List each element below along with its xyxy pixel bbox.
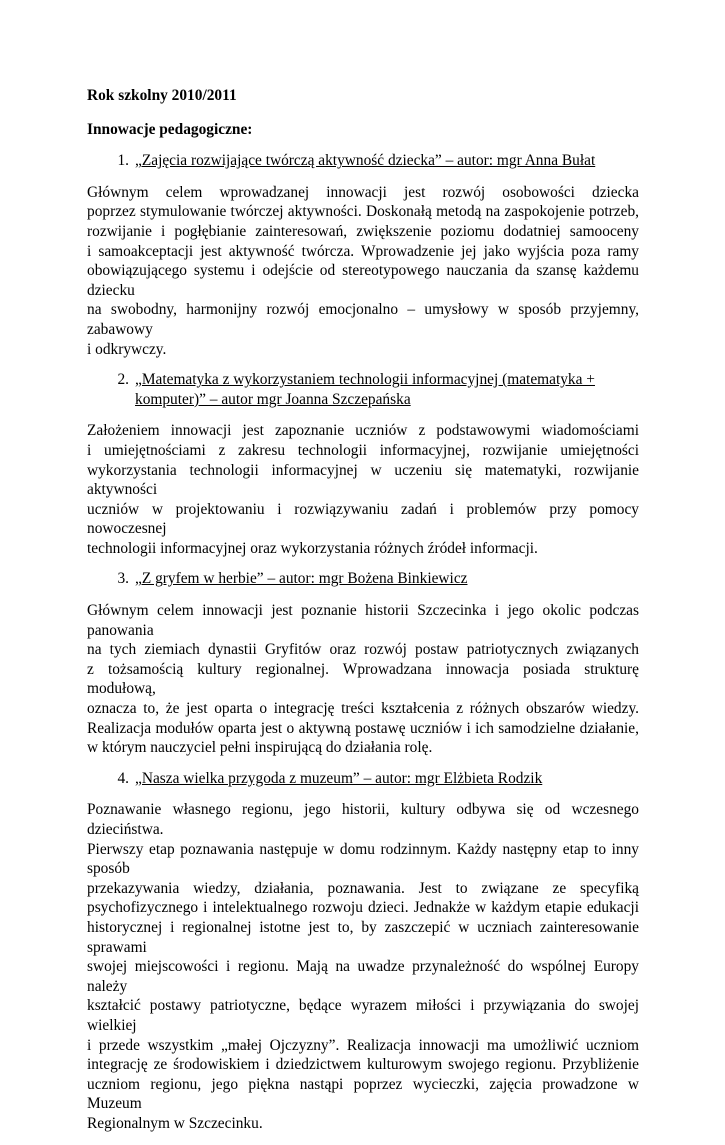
paragraph-line: i samoakceptacji jest aktywność twórcza. Wprowadzenie jej jako wyjścia poza ramy (87, 242, 639, 260)
innovation-title-item (87, 370, 639, 409)
paragraph-line: Głównym celem innowacji jest poznanie historii Szczecinka i jego okolic podczas panowania (87, 602, 639, 639)
paragraph-line: Regionalnym w Szczecinku. (87, 1114, 263, 1132)
innovations-list (87, 151, 639, 1133)
paragraph-line: przekazywania wiedzy, działania, poznawania. Jest to związane ze specyfiką (87, 879, 639, 897)
paragraph-line: oznacza to, że jest oparta o integrację treści kształcenia z różnych obszarów wiedzy. (87, 700, 639, 718)
innovation-number: 1. (117, 152, 129, 170)
paragraph-line: psychofizycznego i intelektualnego rozwoju dzieci. Jednakże w każdym etapie edukacji (87, 899, 639, 917)
paragraph-line: poprzez stymulowanie twórczej aktywności. Doskonałą metodą na zaspokojenie potrzeb, (87, 203, 639, 221)
innovation-description (87, 601, 639, 758)
paragraph-line: w którym nauczyciel pełni inspirującą do działania rolę. (87, 739, 433, 757)
innovation-title-item (87, 569, 639, 589)
innovation-title: „Nasza wielka przygoda z muzeum” – autor: mgr Elżbieta Rodzik (135, 769, 543, 787)
innovation-title-item (87, 151, 639, 171)
innovation-number: 3. (117, 570, 129, 588)
innovation-title: „Matematyka z wykorzystaniem technologii informacyjnej (matematyka + komputer)” – autor mgr Joanna Szczepańska (135, 371, 595, 408)
paragraph-line: swojej miejscowości i regionu. Mają na uwadze przynależność do wspólnej Europy należy (87, 958, 639, 995)
innovation-description (87, 800, 639, 1133)
paragraph-line: historycznej i regionalnej istotne jest to, by zaszczepić w uczniach zainteresowanie sprawami (87, 918, 639, 956)
paragraph-line: wykorzystania technologii informacyjnej w uczeniu się matematyki, rozwijanie aktywności (87, 461, 639, 499)
innovation-title-item (87, 769, 639, 789)
paragraph-line: uczniów w projektowaniu i rozwiązywaniu zadań i problemów przy pomocy nowoczesnej (87, 500, 639, 538)
paragraph-line: obowiązującego systemu i odejście od stereotypowego nauczania da szansę każdemu dziecku (87, 262, 639, 299)
paragraph-line: integrację ze środowiskiem i dziedzictwem kulturowym swojego regionu. Przybliżenie (87, 1056, 639, 1074)
paragraph-line: i odkrywczy. (87, 340, 167, 358)
paragraph-line: Poznawanie własnego regionu, jego historii, kultury odbywa się od wczesnego dzieciństwa. (87, 801, 639, 838)
paragraph-line: technologii informacyjnej oraz wykorzystania różnych źródeł informacji. (87, 539, 538, 557)
paragraph-line: Pierwszy etap poznawania następuje w domu rodzinnym. Każdy następny etap to inny sposób (87, 840, 639, 878)
paragraph-line: na tych ziemiach dynastii Gryfitów oraz rozwój postaw patriotycznych związanych (87, 641, 639, 659)
paragraph-line: z tożsamością kultury regionalnej. Wprowadzana innowacja posiada strukturę modułową, (87, 660, 639, 698)
innovation-number: 2. (117, 371, 129, 389)
innovation-description (87, 421, 639, 558)
section-title: Innowacje pedagogiczne: (87, 120, 253, 138)
paragraph-line: uczniom regionu, jego piękna nastąpi poprzez wycieczki, zajęcia prowadzone w Muzeum (87, 1075, 639, 1113)
paragraph-line: Głównym celem wprowadzanej innowacji jest rozwój osobowości dziecka (87, 183, 639, 201)
paragraph-line: na swobodny, harmonijny rozwój emocjonalno – umysłowy w sposób przyjemny, zabawowy (87, 301, 639, 338)
paragraph-line: Realizacja modułów oparta jest o aktywną postawę uczniów i ich samodzielne działanie, (87, 719, 639, 737)
innovation-title: „Z gryfem w herbie” – autor: mgr Bożena Binkiewicz (135, 570, 468, 588)
paragraph-line: kształcić postawy patriotyczne, będące wyrazem miłości i przywiązania do swojej wielkiej (87, 997, 639, 1034)
paragraph-line: i przede wszystkim „małej Ojczyzny”. Realizacja innowacji ma umożliwić uczniom (87, 1036, 639, 1054)
innovation-description (87, 183, 639, 359)
paragraph-line: rozwijanie i pogłębianie zainteresowań, zwiększenie poziomu dodatniej samooceny (87, 222, 639, 240)
school-year-heading: Rok szkolny 2010/2011 (87, 87, 237, 104)
paragraph-line: Założeniem innowacji jest zapoznanie uczniów z podstawowymi wiadomościami (87, 422, 639, 440)
innovation-number: 4. (117, 769, 129, 787)
innovation-title: „Zajęcia rozwijające twórczą aktywność dziecka” – autor: mgr Anna Bułat (135, 152, 596, 170)
document-page (87, 86, 639, 1145)
paragraph-line: i umiejętnościami z zakresu technologii informacyjnej, rozwijanie umiejętności (87, 441, 639, 459)
